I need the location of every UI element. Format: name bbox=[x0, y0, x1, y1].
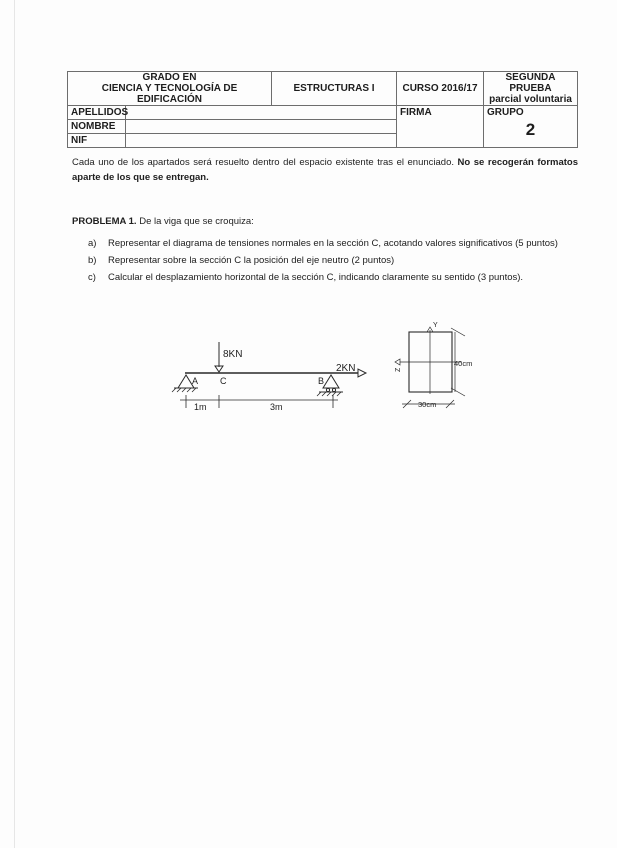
label-b: B bbox=[318, 376, 325, 386]
label-height: 40cm bbox=[454, 359, 473, 368]
height-dimension-tick bbox=[451, 388, 465, 396]
part-text: Representar el diagrama de tensiones normales en la sección C, acotando valores significativos (5 puntos) bbox=[108, 238, 558, 249]
label-a: A bbox=[192, 376, 199, 386]
label-width: 30cm bbox=[418, 400, 437, 409]
label-c: C bbox=[220, 376, 227, 386]
instructions-text: Cada uno de los apartados será resuelto dentro del espacio existente tras el enunciado. bbox=[72, 157, 454, 168]
part-text: Representar sobre la sección C la posición del eje neutro (2 puntos) bbox=[108, 255, 395, 266]
part-marker: c) bbox=[88, 272, 96, 283]
part-marker: a) bbox=[88, 238, 97, 249]
support-b-hatch bbox=[317, 392, 341, 396]
grupo-label: GRUPO bbox=[487, 107, 524, 118]
axis-z-arrowhead bbox=[395, 359, 400, 365]
part-text: Calcular el desplazamiento horizontal de la sección C, indicando claramente su sentido (3 puntos). bbox=[108, 272, 524, 283]
apellidos-label: APELLIDOS bbox=[68, 106, 126, 120]
height-dimension-tick bbox=[451, 328, 465, 336]
degree-line1: GRADO EN bbox=[142, 72, 197, 83]
label-3m: 3m bbox=[270, 402, 283, 412]
nif-label: NIF bbox=[68, 134, 126, 148]
label-8kn: 8KN bbox=[223, 349, 243, 360]
instructions-bold: No se recogerán formatos aparte de los que se entregan. bbox=[72, 157, 578, 183]
nombre-label: NOMBRE bbox=[68, 120, 126, 134]
label-2kn: 2KN bbox=[336, 363, 356, 374]
label-axis-z: Z bbox=[395, 367, 402, 372]
test-line1: SEGUNDA PRUEBA bbox=[505, 72, 556, 94]
problem-title: PROBLEMA 1. bbox=[72, 216, 137, 227]
support-a-hatch bbox=[172, 388, 196, 392]
firma-label: FIRMA bbox=[400, 107, 432, 118]
grupo-value: 2 bbox=[525, 120, 536, 139]
test-line2: parcial voluntaria bbox=[489, 94, 572, 105]
label-1m: 1m bbox=[194, 402, 207, 412]
part-marker: b) bbox=[88, 255, 97, 266]
support-b bbox=[323, 375, 339, 388]
subject-cell: ESTRUCTURAS I bbox=[272, 72, 397, 106]
problem-intro: De la viga que se croquiza: bbox=[139, 216, 254, 227]
horizontal-load-arrowhead bbox=[358, 369, 366, 377]
course-cell: CURSO 2016/17 bbox=[397, 72, 484, 106]
degree-line2: CIENCIA Y TECNOLOGÍA DE EDIFICACIÓN bbox=[101, 83, 238, 105]
label-axis-y: Y bbox=[433, 322, 438, 329]
support-b-roller bbox=[326, 388, 329, 391]
support-b-roller bbox=[332, 388, 335, 391]
